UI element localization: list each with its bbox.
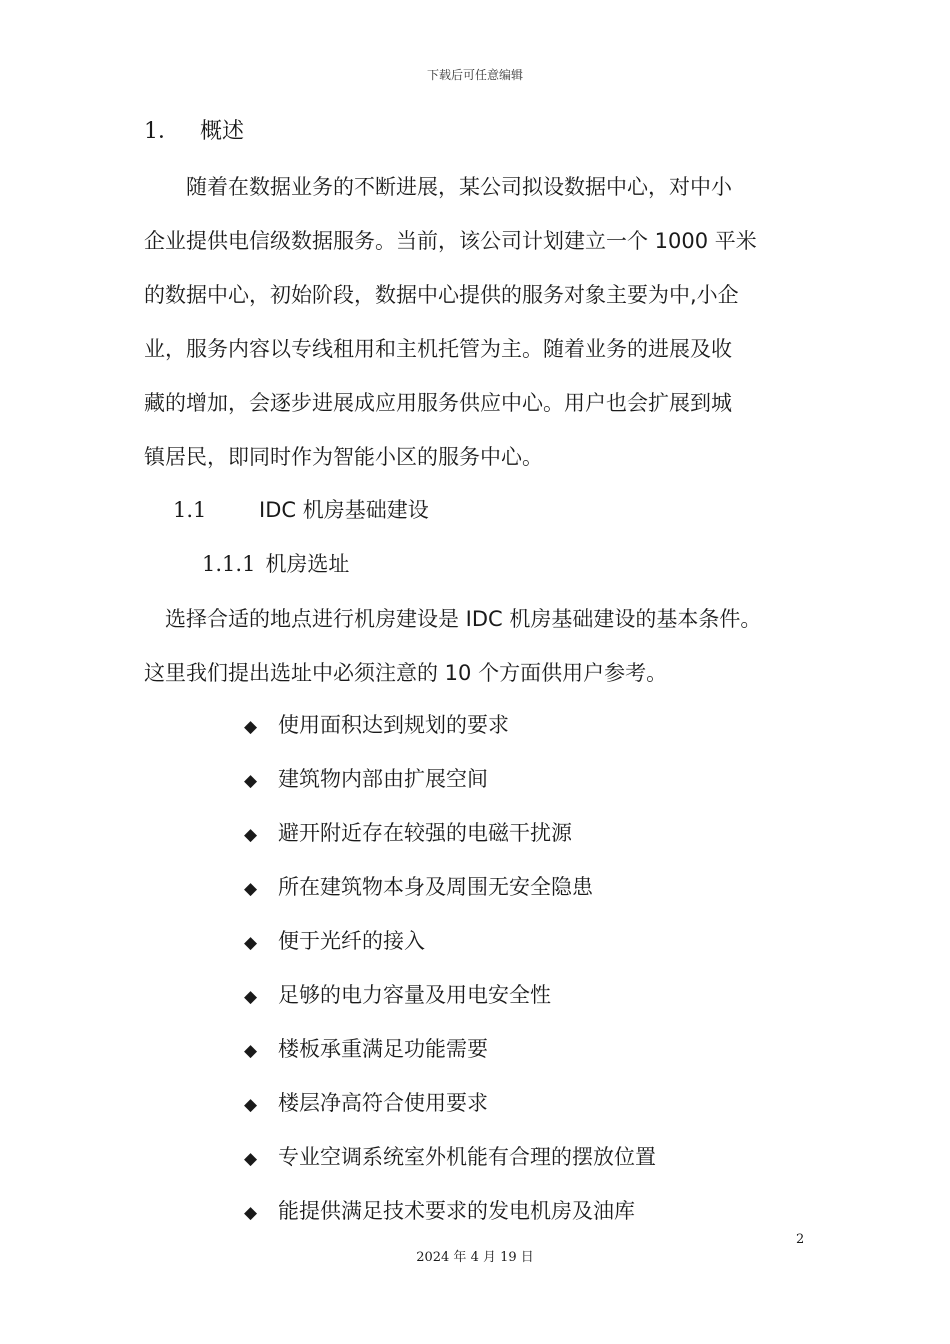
diamond-bullet-icon: ◆ bbox=[244, 1149, 258, 1169]
list-item bbox=[244, 1130, 656, 1184]
intro-line: 的数据中心，初始阶段，数据中心提供的服务对象主要为中,小企 bbox=[144, 283, 739, 307]
diamond-bullet-icon: ◆ bbox=[244, 717, 258, 737]
section-1-heading bbox=[144, 116, 244, 148]
site-selection-paragraph bbox=[144, 592, 814, 700]
page-footer-date: 2024 年 4 月 19 日 bbox=[416, 1250, 534, 1265]
site-para-line: 选择合适的地点进行机房建设是 IDC 机房基础建设的基本条件。 bbox=[144, 607, 762, 631]
list-item bbox=[244, 698, 656, 752]
intro-line: 企业提供电信级数据服务。当前，该公司计划建立一个 1000 平米 bbox=[144, 229, 757, 253]
list-item bbox=[244, 752, 656, 806]
list-item-text: 楼层净高符合使用要求 bbox=[278, 1091, 488, 1115]
list-item-text: 楼板承重满足功能需要 bbox=[278, 1037, 488, 1061]
section-1-1-1-heading bbox=[202, 548, 349, 580]
section-1-1-title: IDC 机房基础建设 bbox=[259, 498, 429, 522]
diamond-bullet-icon: ◆ bbox=[244, 987, 258, 1007]
list-item bbox=[244, 1184, 656, 1238]
list-item bbox=[244, 806, 656, 860]
list-item-text: 能提供满足技术要求的发电机房及油库 bbox=[278, 1199, 635, 1223]
diamond-bullet-icon: ◆ bbox=[244, 1095, 258, 1115]
section-1-1-heading bbox=[173, 494, 429, 526]
diamond-bullet-icon: ◆ bbox=[244, 825, 258, 845]
list-item bbox=[244, 860, 656, 914]
diamond-bullet-icon: ◆ bbox=[244, 933, 258, 953]
section-1-1-number: 1.1 bbox=[173, 498, 207, 522]
section-1-number: 1． bbox=[144, 119, 180, 144]
list-item-text: 避开附近存在较强的电磁干扰源 bbox=[278, 821, 572, 845]
list-item bbox=[244, 1022, 656, 1076]
list-item-text: 专业空调系统室外机能有合理的摆放位置 bbox=[278, 1145, 656, 1169]
section-1-1-1-title: 机房选址 bbox=[265, 552, 350, 576]
site-requirements-list bbox=[244, 698, 656, 1238]
diamond-bullet-icon: ◆ bbox=[244, 1041, 258, 1061]
diamond-bullet-icon: ◆ bbox=[244, 879, 258, 899]
diamond-bullet-icon: ◆ bbox=[244, 771, 258, 791]
intro-line: 藏的增加，会逐步进展成应用服务供应中心。用户也会扩展到城 bbox=[144, 391, 732, 415]
list-item-text: 所在建筑物本身及周围无安全隐患 bbox=[278, 875, 593, 899]
section-1-title: 概述 bbox=[200, 119, 245, 144]
list-item-text: 便于光纤的接入 bbox=[278, 929, 425, 953]
page-number: 2 bbox=[796, 1232, 805, 1247]
section-1-1-1-number: 1.1.1 bbox=[202, 552, 256, 576]
intro-line: 镇居民，即同时作为智能小区的服务中心。 bbox=[144, 445, 543, 469]
diamond-bullet-icon: ◆ bbox=[244, 1203, 258, 1223]
list-item bbox=[244, 1076, 656, 1130]
intro-paragraph bbox=[144, 160, 814, 484]
list-item-text: 建筑物内部由扩展空间 bbox=[278, 767, 488, 791]
list-item bbox=[244, 914, 656, 968]
site-para-line: 这里我们提出选址中必须注意的 10 个方面供用户参考。 bbox=[144, 661, 668, 685]
page-header: 下载后可任意编辑 bbox=[426, 68, 523, 82]
list-item-text: 足够的电力容量及用电安全性 bbox=[278, 983, 551, 1007]
list-item bbox=[244, 968, 656, 1022]
intro-line: 业，服务内容以专线租用和主机托管为主。随着业务的进展及收 bbox=[144, 337, 732, 361]
list-item-text: 使用面积达到规划的要求 bbox=[278, 713, 509, 737]
intro-line: 随着在数据业务的不断进展，某公司拟设数据中心，对中小 bbox=[144, 175, 732, 199]
